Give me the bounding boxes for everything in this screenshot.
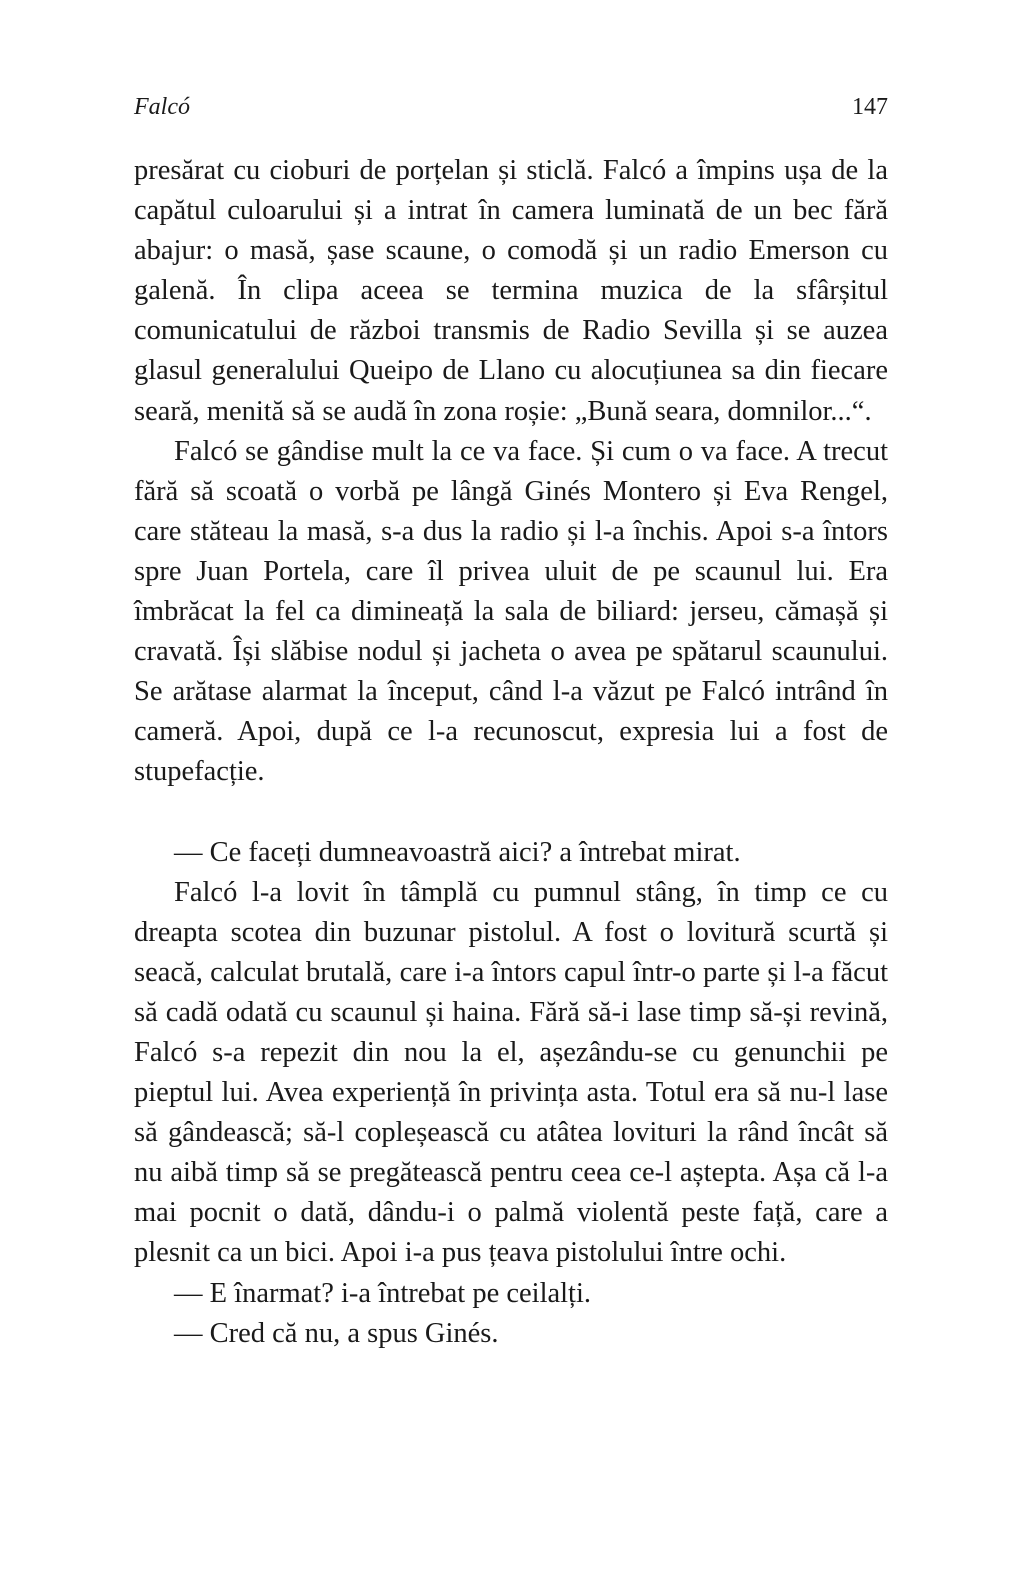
paragraph: Falcó se gândise mult la ce va face. Și cum o va face. A trecut fără să scoată o vorbă pe lângă Ginés Montero și Eva Rengel, care stăteau la masă, s-a dus la radio și l-a închis. Apoi s-a întors spre Juan Portela, care îl privea uluit de pe scaunul lui. Era îmbrăcat la fel ca dimineață la sala de biliard: jerseu, cămașă și cravată. Își slăbise nodul și jacheta o avea pe spătarul scaunului. Se arătase alarmat la început, când l-a văzut pe Falcó intrând în cameră. Apoi, după ce l-a recunoscut, expresia lui a fost de stupefacție. [134, 435, 888, 788]
dialogue-line: — E înarmat? i-a întrebat pe ceilalți. [174, 1277, 592, 1309]
paragraph-continued: presărat cu cioburi de porțelan și sticlă. Falcó a împins ușa de la capătul culoarului și a intrat în camera luminată de un bec fără abajur: o masă, șase scaune, o comodă și un radio Emerson cu galenă. În clipa aceea se termina muzica de la sfârșitul comunicatului de război transmis de Radio Sevilla și se auzea glasul generalului Queipo de Llano cu alocuțiunea sa din fiecare seară, menită să se audă în zona roșie: „Bună seara, domnilor...“. [134, 155, 888, 427]
book-page [134, 0, 888, 1575]
running-title: Falcó [134, 94, 190, 120]
running-header [134, 94, 888, 128]
paragraph: Falcó l-a lovit în tâmplă cu pumnul stâng, în timp ce cu dreapta scotea din buzunar pistolul. A fost o lovitură scurtă și seacă, calculat brutală, care i-a întors capul într-o parte și l-a făcut să cadă odată cu scaunul și haina. Fără să-i lase timp să-și revină, Falcó s-a repezit din nou la el, așezându-se cu genunchii pe pieptul lui. Avea experiență în privința asta. Totul era să nu-l lase să gândească; să-l copleșească cu atâtea lovituri la rând încât să nu aibă timp să se pregătească pentru ceea ce-l aștepta. Așa că l-a mai pocnit o dată, dându-i o palmă violentă peste față, care a plesnit ca un bici. Apoi i-a pus țeava pistolului între ochi. [134, 876, 888, 1269]
dialogue-line: — Cred că nu, a spus Ginés. [174, 1317, 499, 1349]
page-number: 147 [852, 94, 888, 120]
text-body [134, 151, 888, 1354]
dialogue-line: — Ce faceți dumneavoastră aici? a întrebat mirat. [174, 836, 741, 868]
